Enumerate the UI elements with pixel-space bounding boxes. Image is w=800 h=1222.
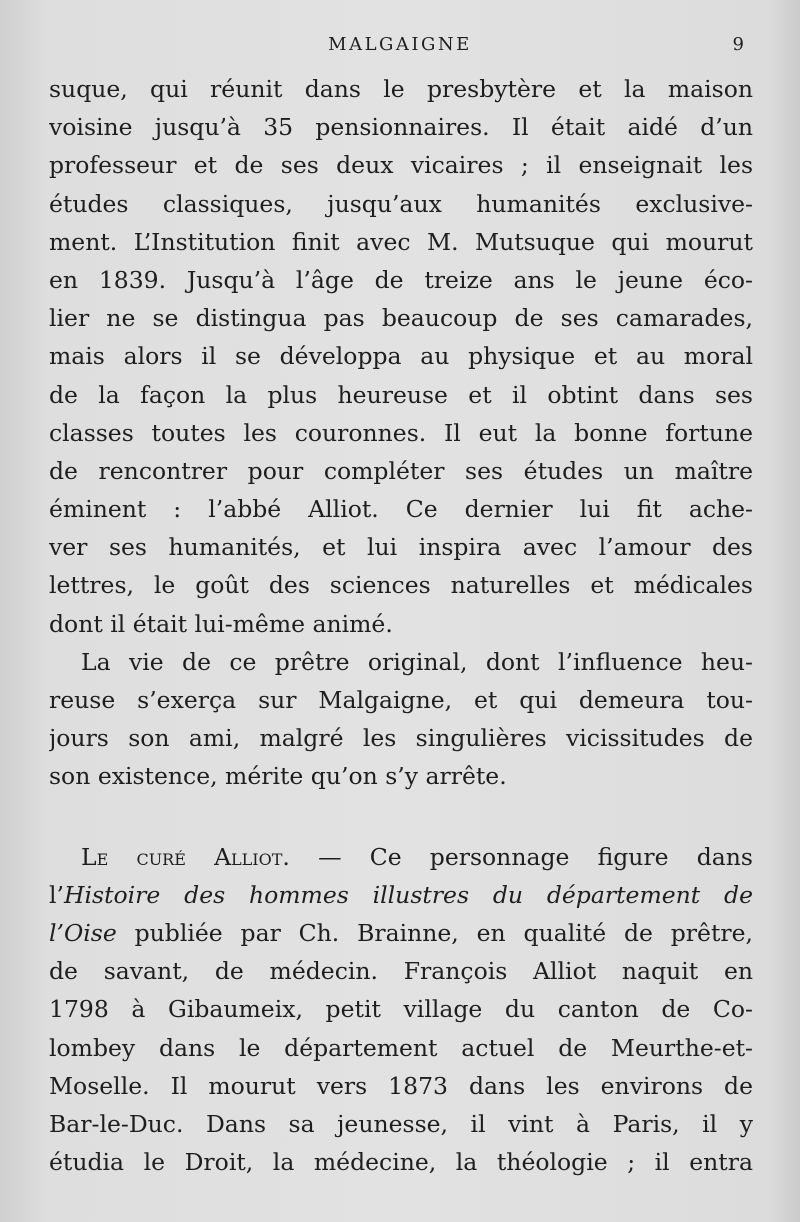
title-article: l’ <box>49 880 64 909</box>
text-line: mais alors il se développa au physique et au moral <box>49 342 753 371</box>
running-title: MALGAIGNE <box>328 34 472 55</box>
section-heading: Le curé Alliot. <box>81 842 290 871</box>
section-cure-alliot <box>49 838 753 1182</box>
text-line: reuse s’exerça sur Malgaigne, et qui demeura tou- <box>49 686 753 714</box>
text-line <box>49 914 753 952</box>
text-line: éminent : l’abbé Alliot. Ce dernier lui fit ache- <box>49 495 753 524</box>
heading-line-rest: — Ce personnage figure dans <box>318 842 753 871</box>
text-line: études classiques, jusqu’aux humanités exclusive- <box>49 189 753 218</box>
body-text <box>49 70 753 1181</box>
line-rest: publiée par Ch. Brainne, en qualité de prêtre, <box>116 918 753 947</box>
text-line: de savant, de médecin. François Alliot naquit en <box>49 957 753 986</box>
book-title-end: l’Oise <box>49 918 117 947</box>
text-line: professeur et de ses deux vicaires ; il enseignait les <box>49 151 753 180</box>
text-line: ver ses humanités, et lui inspira avec l’amour des <box>49 533 753 562</box>
text-line: Bar-le-Duc. Dans sa jeunesse, il vint à Paris, il y <box>49 1109 753 1138</box>
text-line: voisine jusqu’à 35 pensionnaires. Il était aidé d’un <box>49 113 753 142</box>
text-line: lier ne se distingua pas beaucoup de ses camarades, <box>49 304 753 333</box>
text-line: de rencontrer pour compléter ses études un maître <box>49 456 753 485</box>
text-line: son existence, mérite qu’on s’y arrête. <box>49 762 507 791</box>
text-line: de la façon la plus heureuse et il obtint dans ses <box>49 380 753 409</box>
text-line: jours son ami, malgré les singulières vicissitudes de <box>49 724 753 753</box>
paragraph-1 <box>49 70 753 643</box>
running-head <box>0 34 800 58</box>
text-line: dont il était lui-même animé. <box>49 609 393 638</box>
text-line: lettres, le goût des sciences naturelles et médicales <box>49 571 753 600</box>
text-line: 1798 à Gibaumeix, petit village du canton de Co- <box>49 995 753 1024</box>
book-title: Histoire des hommes illustres du département de <box>64 880 753 909</box>
text-line: La vie de ce prêtre original, dont l’influence heu- <box>81 647 753 676</box>
text-line: classes toutes les couronnes. Il eut la bonne fortune <box>49 418 753 447</box>
text-line: Moselle. Il mourut vers 1873 dans les environs de <box>49 1071 753 1100</box>
section-gap <box>49 796 753 838</box>
text-line: en 1839. Jusqu’à l’âge de treize ans le jeune éco- <box>49 265 753 294</box>
text-line: étudia le Droit, la médecine, la théologie ; il entra <box>49 1148 753 1177</box>
text-line: ment. L’Institution finit avec M. Mutsuque qui mourut <box>49 227 753 256</box>
text-line: suque, qui réunit dans le presbytère et la maison <box>49 75 753 103</box>
text-line: lombey dans le département actuel de Meurthe-et- <box>49 1033 753 1062</box>
page-number: 9 <box>732 34 744 55</box>
text-line <box>49 838 753 876</box>
text-line <box>49 876 753 914</box>
paragraph-2 <box>49 643 753 796</box>
